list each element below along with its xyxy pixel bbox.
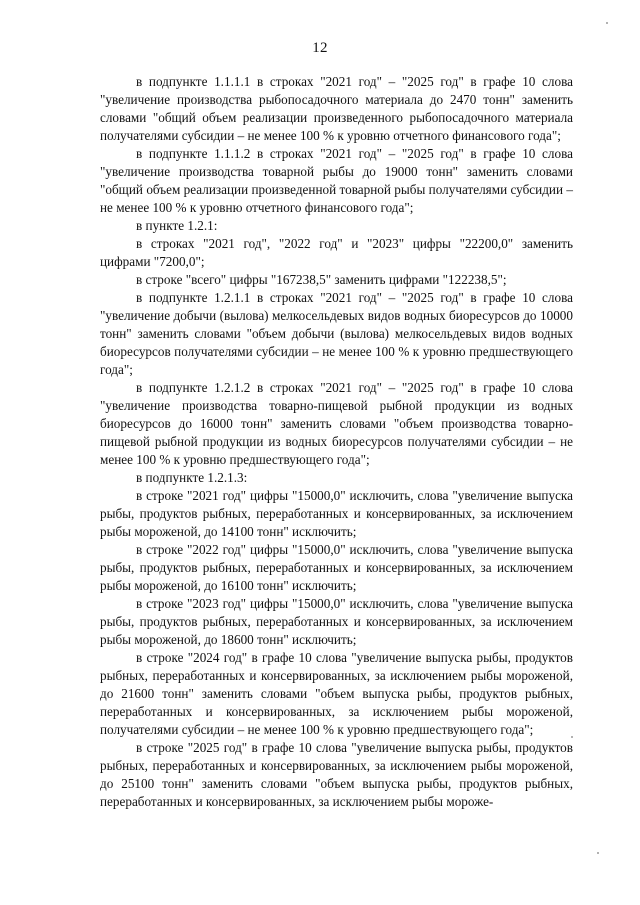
paragraph: в пункте 1.2.1: xyxy=(136,218,218,233)
document-body xyxy=(100,73,573,811)
paragraph: в подпункте 1.2.1.2 в строках "2021 год" – "2025 год" в графе 10 слова "увеличение производства товарно-пищевой рыбной продукции из водных биоресурсов до 16000 тонн" заменить словами "объем производства товарно-пищевой рыбной продукции из водных биоресурсов получателями субсидии – не менее 100 % к уровню предшествующего года"; xyxy=(100,380,573,467)
paragraph: в строке "2024 год" в графе 10 слова "увеличение выпуска рыбы, продуктов рыбных, переработанных и консервированных, за исключением рыбы мороженой, до 21600 тонн" заменить словами "объем выпуска рыбы, продуктов рыбных, переработанных и консервированных, за исключением рыбы мороженой, получателями субсидии – не менее 100 % к уровню предшествующего года"; xyxy=(100,650,573,737)
scan-speck xyxy=(606,22,608,24)
paragraph: в подпункте 1.2.1.3: xyxy=(136,470,248,485)
paragraph: в подпункте 1.1.1.1 в строках "2021 год" – "2025 год" в графе 10 слова "увеличение производства рыбопосадочного материала до 2470 тонн" заменить словами "общий объем реализации произведенного рыбопосадочного материала получателями субсидии – не менее 100 % к уровню отчетного финансового года"; xyxy=(100,74,573,143)
paragraph: в строке "2025 год" в графе 10 слова "увеличение выпуска рыбы, продуктов рыбных, переработанных и консервированных, за исключением рыбы мороженой, до 25100 тонн" заменить словами "объем выпуска рыбы, продуктов рыбных, переработанных и консервированных, за исключением рыбы мороже- xyxy=(100,740,573,809)
paragraph: в строке "всего" цифры "167238,5" заменить цифрами "122238,5"; xyxy=(136,272,507,287)
scan-speck xyxy=(571,736,573,738)
paragraph: в подпункте 1.2.1.1 в строках "2021 год" – "2025 год" в графе 10 слова "увеличение добычи (вылова) мелкосельдевых видов водных биоресурсов до 10000 тонн" заменить словами "объем добычи (вылова) мелкосельдевых видов водных биоресурсов получателями субсидии – не менее 100 % к уровню предшествующего года"; xyxy=(100,290,573,377)
paragraph: в строках "2021 год", "2022 год" и "2023" цифры "22200,0" заменить цифрами "7200,0"; xyxy=(100,236,573,269)
page-number: 12 xyxy=(312,40,328,56)
scan-speck xyxy=(597,852,599,854)
paragraph: в строке "2022 год" цифры "15000,0" исключить, слова "увеличение выпуска рыбы, продуктов рыбных, переработанных и консервированных, за исключением рыбы мороженой, до 16100 тонн" исключить; xyxy=(100,542,573,593)
paragraph: в подпункте 1.1.1.2 в строках "2021 год" – "2025 год" в графе 10 слова "увеличение производства товарной рыбы до 19000 тонн" заменить словами "общий объем реализации произведенной товарной рыбы получателями субсидии – не менее 100 % к уровню отчетного финансового года"; xyxy=(100,146,573,215)
paragraph: в строке "2023 год" цифры "15000,0" исключить, слова "увеличение выпуска рыбы, продуктов рыбных, переработанных и консервированных, за исключением рыбы мороженой, до 18600 тонн" исключить; xyxy=(100,596,573,647)
paragraph: в строке "2021 год" цифры "15000,0" исключить, слова "увеличение выпуска рыбы, продуктов рыбных, переработанных и консервированных, за исключением рыбы мороженой, до 14100 тонн" исключить; xyxy=(100,488,573,539)
